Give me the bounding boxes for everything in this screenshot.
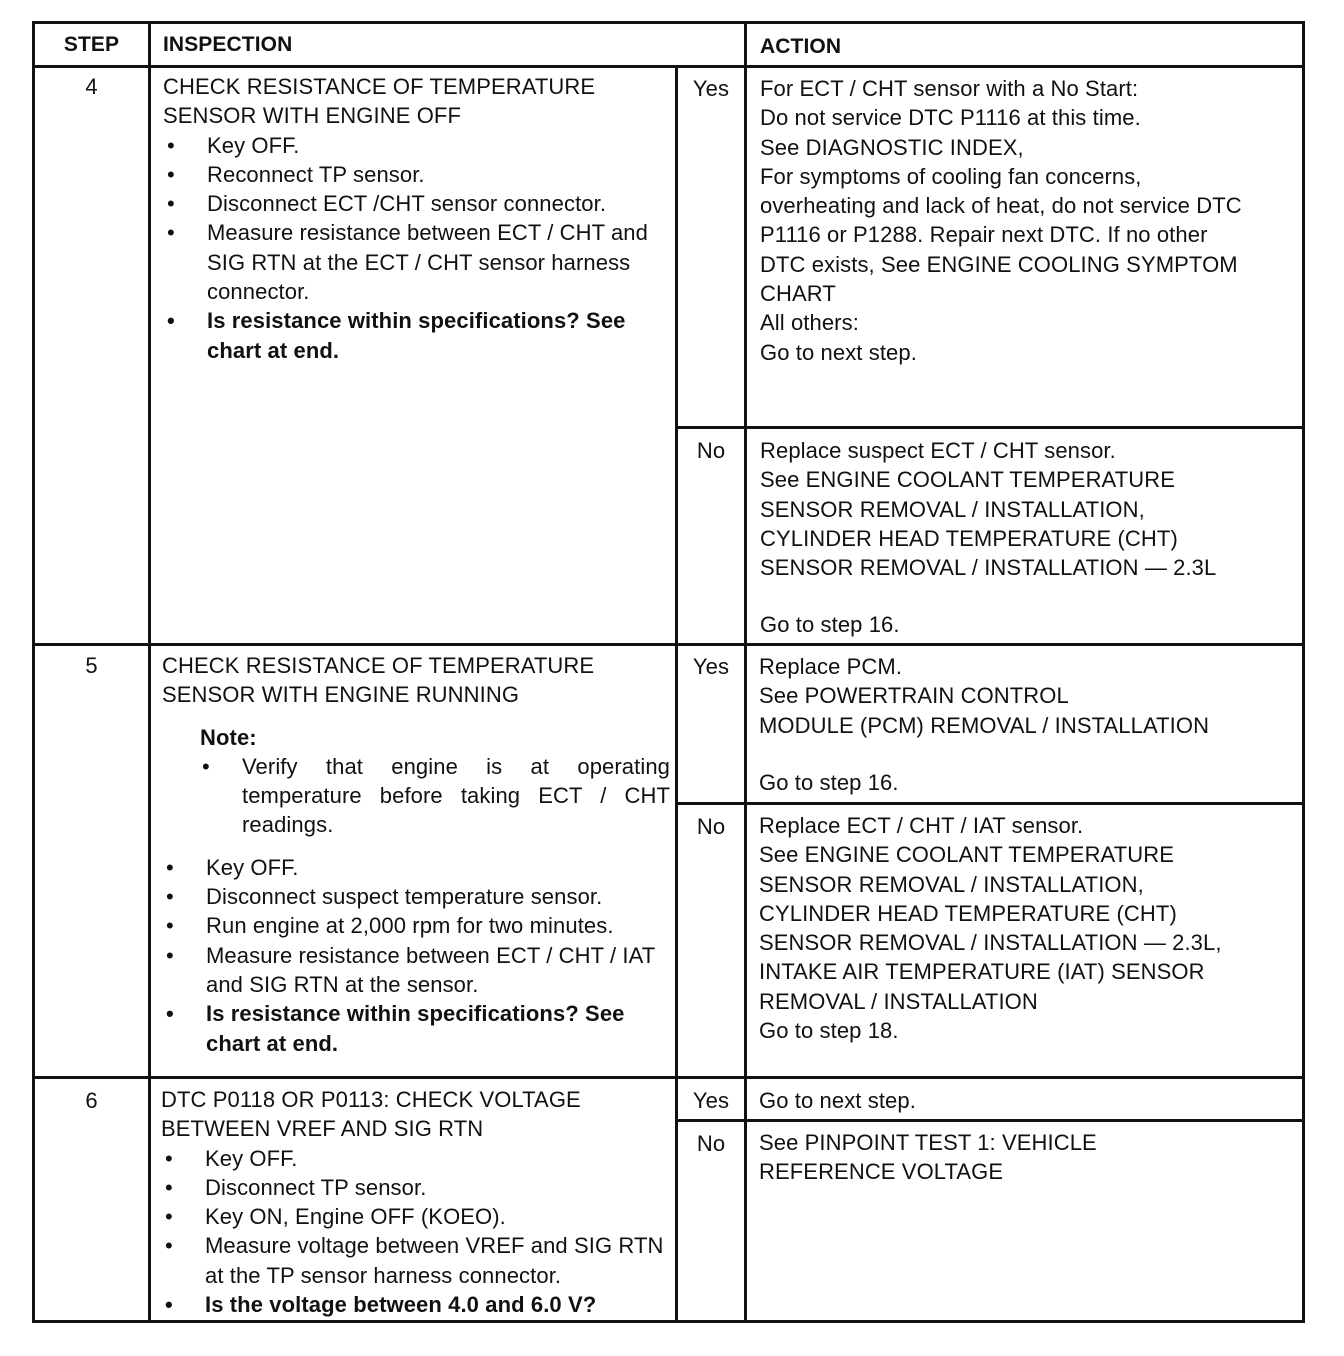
action-line: REMOVAL / INSTALLATION [759, 988, 1038, 1014]
inspection-bullet: • Measure resistance between ECT / CHT / IAT and SIG RTN at the sensor. [162, 941, 668, 1000]
inspection-title: CHECK RESISTANCE OF TEMPERATURE [163, 74, 596, 99]
action-line: Go to step 18. [759, 1018, 899, 1044]
action-line: For symptoms of cooling fan concerns, [760, 163, 1142, 189]
answer-yes: Yes [692, 654, 730, 679]
action-line: See POWERTRAIN CONTROL [759, 683, 1069, 709]
note-text: • Verify that engine is at operating temperature before taking ECT / CHT readings. [198, 752, 670, 840]
action-goto: Go to step 16. [760, 612, 900, 637]
action-line: All others: [760, 310, 859, 336]
action-line: Replace PCM. [759, 654, 903, 679]
action-line: INTAKE AIR TEMPERATURE (IAT) SENSOR [759, 959, 1205, 985]
inspection-bullet: • Key OFF. [161, 1144, 667, 1173]
inspection-title: CHECK RESISTANCE OF TEMPERATURE [162, 653, 595, 678]
action-line: CYLINDER HEAD TEMPERATURE (CHT) [759, 900, 1177, 926]
answer-no: No [696, 438, 726, 463]
action-line: SENSOR REMOVAL / INSTALLATION — 2.3L, [759, 930, 1222, 956]
note-label: Note: [200, 724, 257, 750]
inspection-bullet: • Disconnect suspect temperature sensor. [162, 882, 667, 911]
inspection-cell-step-5 [162, 651, 670, 1058]
action-line: Replace suspect ECT / CHT sensor. [760, 438, 1116, 463]
action-line: See ENGINE COOLANT TEMPERATURE [759, 842, 1174, 868]
row-divider-4-5 [32, 643, 1305, 646]
action-no-step-6 [759, 1128, 1299, 1187]
inspection-title: SENSOR WITH ENGINE OFF [163, 103, 461, 129]
action-yes-step-4 [760, 74, 1300, 367]
action-goto: Go to step 16. [759, 770, 899, 795]
action-line: Go to next step. [760, 339, 917, 365]
inspection-bullet: • Reconnect TP sensor. [163, 160, 663, 189]
action-line: For ECT / CHT sensor with a No Start: [760, 76, 1139, 101]
row-divider-5-6 [32, 1076, 1305, 1079]
header-step: STEP [63, 33, 120, 56]
action-line: REFERENCE VOLTAGE [759, 1159, 1004, 1185]
inspection-title: SENSOR WITH ENGINE RUNNING [162, 682, 520, 708]
inspection-bullet: • Key OFF. [163, 131, 663, 160]
header-action: ACTION [760, 35, 842, 58]
action-line: Do not service DTC P1116 at this time. [760, 105, 1141, 131]
answer-yes: Yes [692, 76, 730, 101]
inspection-bullet: • Disconnect TP sensor. [161, 1173, 667, 1202]
table-border-right [1302, 21, 1305, 1323]
step-number: 4 [85, 74, 98, 99]
inspection-title: DTC P0118 OR P0113: CHECK VOLTAGE [161, 1087, 581, 1112]
header-divider [32, 65, 1305, 68]
action-yes-step-5 [759, 652, 1299, 740]
inspection-bullet: • Run engine at 2,000 rpm for two minutes. [162, 911, 667, 940]
action-line: See DIAGNOSTIC INDEX, [760, 134, 1024, 160]
action-line: CHART [760, 281, 836, 307]
action-line: SENSOR REMOVAL / INSTALLATION, [759, 871, 1144, 897]
action-line: MODULE (PCM) REMOVAL / INSTALLATION [759, 712, 1210, 738]
header-inspection: INSPECTION [163, 33, 293, 56]
table-border-bottom [32, 1320, 1305, 1323]
action-line: DTC exists, See ENGINE COOLING SYMPTOM [760, 251, 1238, 277]
action-no-step-4 [760, 436, 1300, 582]
answer-yes: Yes [692, 1088, 730, 1113]
action-line: P1116 or P1288. Repair next DTC. If no other [760, 222, 1208, 248]
inspection-cell-step-4 [163, 72, 663, 365]
answer-no: No [696, 1131, 726, 1156]
inspection-question: • Is resistance within specifications? See chart at end. [162, 999, 646, 1058]
action-line: See ENGINE COOLANT TEMPERATURE [760, 467, 1175, 493]
inspection-title: BETWEEN VREF AND SIG RTN [161, 1116, 484, 1142]
action-line: overheating and lack of heat, do not service DTC [760, 193, 1242, 219]
inspection-bullet: • Disconnect ECT /CHT sensor connector. [163, 189, 663, 218]
step-number: 6 [85, 1088, 98, 1113]
step-column-divider [148, 21, 151, 1323]
action-line: Go to next step. [759, 1088, 916, 1113]
inspection-bullet: • Key ON, Engine OFF (KOEO). [161, 1202, 667, 1231]
action-yes-step-6 [759, 1086, 1299, 1115]
action-no-step-5 [759, 811, 1299, 1045]
table-border-top [32, 21, 1305, 24]
yes-no-divider-4 [675, 426, 1305, 429]
action-line: Replace ECT / CHT / IAT sensor. [759, 813, 1084, 838]
yes-no-divider-5 [675, 802, 1305, 805]
inspection-bullet: • Key OFF. [162, 853, 667, 882]
inspection-bullet: • Measure voltage between VREF and SIG RTN at the TP sensor harness connector. [161, 1231, 667, 1290]
action-line: SENSOR REMOVAL / INSTALLATION — 2.3L [760, 555, 1217, 581]
action-line: See PINPOINT TEST 1: VEHICLE [759, 1130, 1097, 1155]
action-column-divider [744, 21, 747, 1323]
step-number: 5 [85, 653, 98, 678]
inspection-bullet: • Measure resistance between ECT / CHT and SIG RTN at the ECT / CHT sensor harness connector. [163, 218, 657, 306]
inspection-question: • Is the voltage between 4.0 and 6.0 V? [161, 1290, 667, 1319]
yes-no-divider-6 [675, 1119, 1305, 1122]
answer-no: No [696, 814, 726, 839]
action-line: SENSOR REMOVAL / INSTALLATION, [760, 496, 1145, 522]
inspection-cell-step-6 [161, 1085, 667, 1319]
inspection-question: • Is resistance within specifications? See chart at end. [163, 306, 647, 365]
action-line: CYLINDER HEAD TEMPERATURE (CHT) [760, 525, 1178, 551]
